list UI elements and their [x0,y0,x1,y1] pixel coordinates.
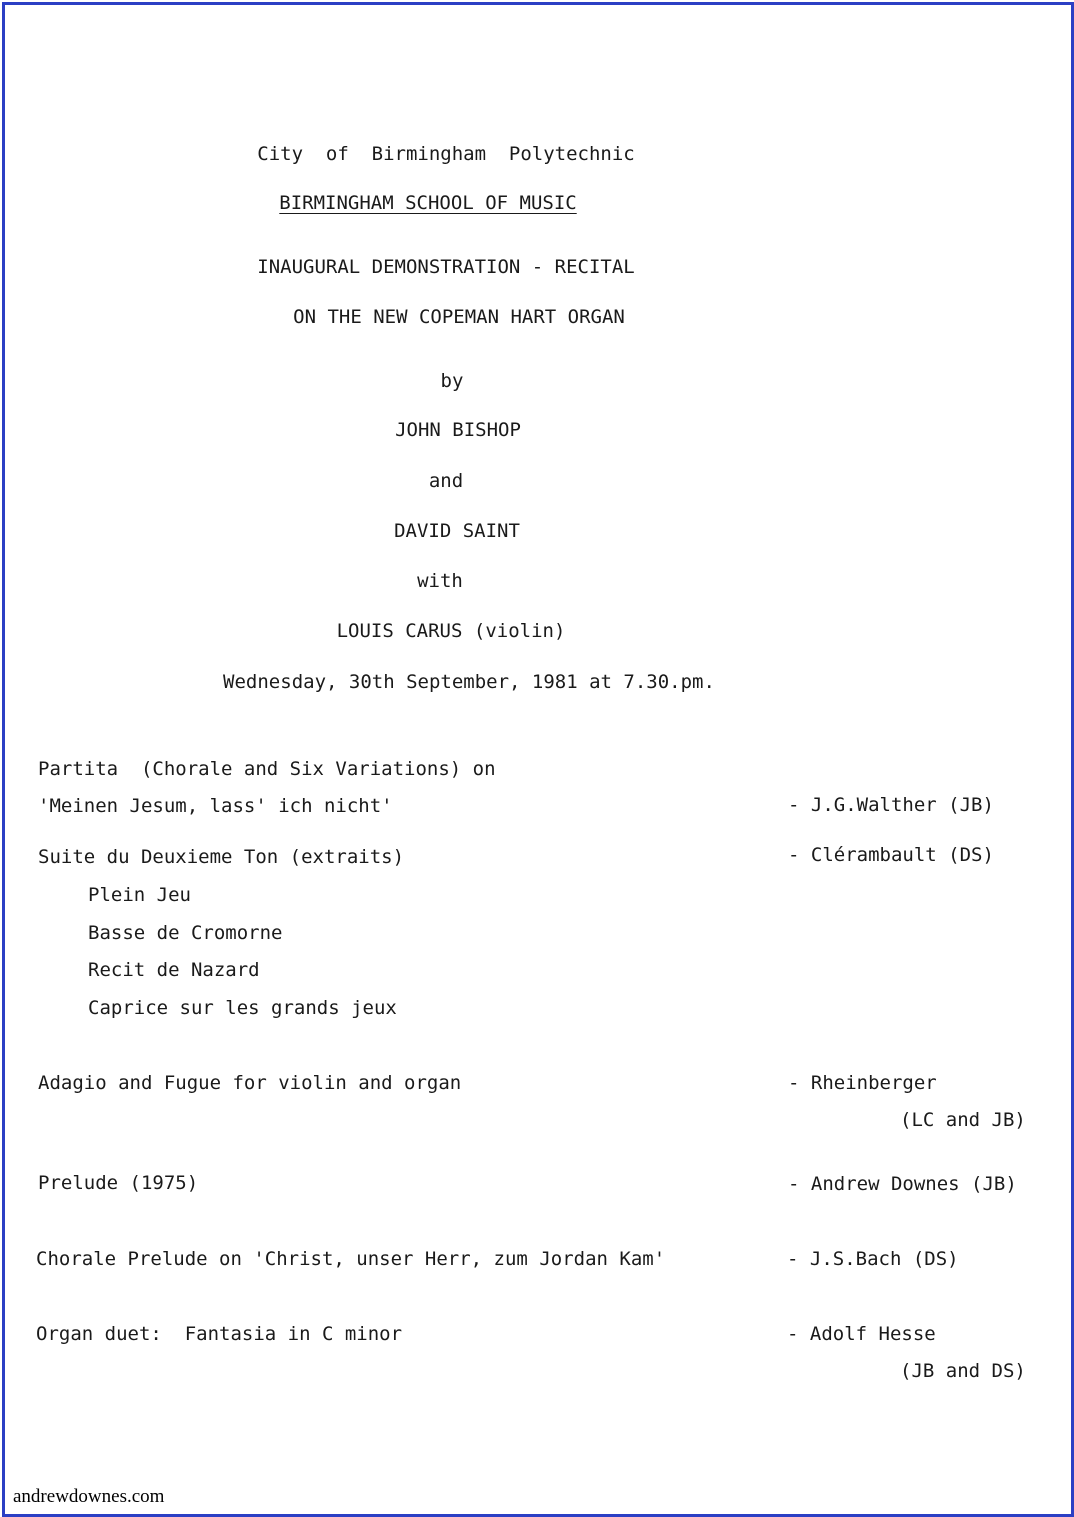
website-credit: andrewdownes.com [13,1486,165,1507]
piece-title: Prelude (1975) [38,1172,199,1194]
movement-item: Recit de Nazard [88,959,260,981]
event-title-line2: ON THE NEW COPEMAN HART ORGAN [293,306,625,328]
piece-title: Suite du Deuxieme Ton (extraits) [38,846,405,868]
institution-name: City of Birmingham Polytechnic [257,143,635,165]
performer-john-bishop: JOHN BISHOP [395,419,521,441]
piece-composer: - J.S.Bach (DS) [787,1248,959,1270]
movement-item: Caprice sur les grands jeux [88,997,397,1019]
performer-david-saint: DAVID SAINT [394,520,520,542]
movement-item: Basse de Cromorne [88,922,283,944]
piece-title: Chorale Prelude on 'Christ, unser Herr, zum Jordan Kam' [36,1248,666,1270]
performer-louis-carus: LOUIS CARUS (violin) [336,620,566,642]
school-title: BIRMINGHAM SCHOOL OF MUSIC [279,192,577,214]
and-text: and [428,470,464,492]
event-title-line1: INAUGURAL DEMONSTRATION - RECITAL [257,256,635,278]
piece-composer: - Adolf Hesse [787,1323,936,1345]
movement-item: Plein Jeu [88,884,191,906]
piece-title-line2: 'Meinen Jesum, lass' ich nicht' [38,795,393,817]
piece-title: Partita (Chorale and Six Variations) on [38,758,496,780]
event-date: Wednesday, 30th September, 1981 at 7.30.pm. [223,671,715,693]
piece-title: Organ duet: Fantasia in C minor [36,1323,403,1345]
piece-composer: - Andrew Downes (JB) [788,1173,1017,1195]
piece-composer: - Rheinberger [788,1072,937,1094]
piece-performers: (LC and JB) [900,1109,1026,1131]
piece-composer: - J.G.Walther (JB) [788,794,994,816]
piece-title: Adagio and Fugue for violin and organ [38,1072,462,1094]
by-text: by [440,370,464,392]
piece-performers: (JB and DS) [900,1360,1026,1382]
piece-composer: - Clérambault (DS) [788,844,994,866]
with-text: with [417,570,463,592]
